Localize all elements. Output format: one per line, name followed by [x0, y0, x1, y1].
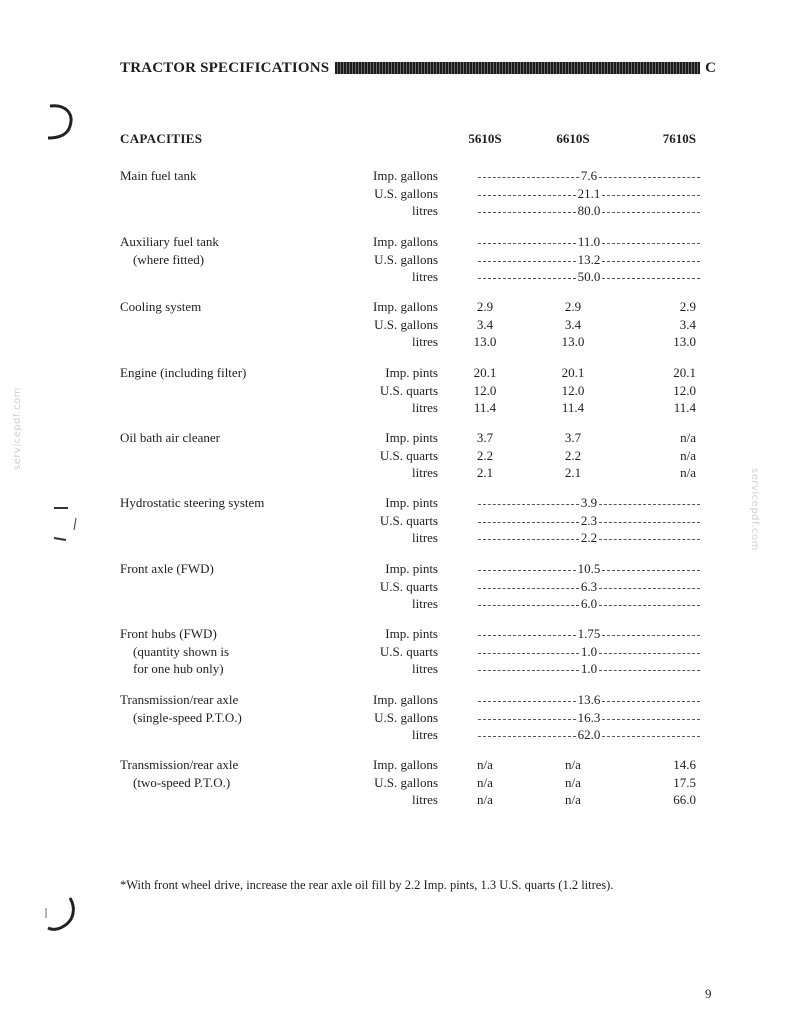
- value-cell-model-3: 20.1: [673, 365, 696, 380]
- row-label: Oil bath air cleaner: [120, 430, 220, 445]
- leader-line: [599, 605, 700, 606]
- shared-value-cell: [478, 269, 700, 285]
- table-row: [0, 596, 794, 614]
- row-unit: Imp. gallons: [373, 234, 438, 249]
- value-cell-model-2: 2.9: [564, 299, 582, 314]
- table-row: [0, 495, 794, 513]
- row-label: (single-speed P.T.O.): [133, 709, 242, 725]
- shared-value-cell: [478, 530, 700, 546]
- value-cell-model-2: 13.0: [561, 334, 585, 349]
- row-unit: litres: [412, 334, 438, 349]
- leader-line: [478, 701, 576, 702]
- shared-value-cell: [478, 579, 700, 595]
- header-rule-bar: [335, 62, 700, 74]
- row-unit: litres: [412, 727, 438, 742]
- leader-line: [478, 243, 576, 244]
- shared-value-cell: [478, 234, 700, 250]
- leader-line: [602, 261, 700, 262]
- row-unit: Imp. pints: [385, 626, 438, 641]
- shared-value: 13.2: [577, 251, 601, 267]
- row-label: (quantity shown is: [133, 643, 230, 659]
- value-cell-model-1: n/a: [477, 757, 493, 772]
- value-cell-model-1: 3.7: [476, 430, 494, 445]
- table-row: [0, 203, 794, 221]
- footnote: *With front wheel drive, increase the rear axle oil fill by 2.2 Imp. pints, 1.3 U.S. quarts (1.2 litres).: [120, 878, 614, 892]
- leader-line: [478, 588, 579, 589]
- table-row: [0, 168, 794, 186]
- leader-line: [602, 736, 700, 737]
- table-row: [0, 234, 794, 252]
- row-unit: Imp. pints: [385, 561, 438, 576]
- row-label: Cooling system: [120, 299, 202, 314]
- table-row: [0, 530, 794, 548]
- shared-value: 50.0: [577, 269, 601, 284]
- leader-line: [478, 212, 576, 213]
- table-row: [0, 757, 794, 775]
- row-unit: U.S. quarts: [379, 578, 438, 594]
- value-cell-model-3: 14.6: [673, 757, 696, 772]
- value-cell-model-2: 3.4: [564, 316, 582, 332]
- shared-value-cell: [478, 644, 700, 660]
- watermark-left: servicepdf.com: [12, 387, 23, 470]
- table-row: [0, 186, 794, 204]
- shared-value: 7.6: [580, 168, 598, 183]
- shared-value-cell: [478, 710, 700, 726]
- row-unit: litres: [412, 465, 438, 480]
- row-label: Hydrostatic steering system: [120, 495, 265, 510]
- shared-value-cell: [478, 596, 700, 612]
- shared-value: 1.75: [577, 626, 601, 641]
- shared-value: 16.3: [577, 709, 601, 725]
- table-row: [0, 317, 794, 335]
- table-row: [0, 561, 794, 579]
- row-unit: litres: [412, 530, 438, 545]
- model-header-2: 6610S: [556, 131, 590, 146]
- value-cell-model-2: 2.2: [564, 447, 582, 463]
- value-cell-model-2: n/a: [565, 757, 581, 772]
- leader-line: [602, 635, 700, 636]
- table-row: [0, 775, 794, 793]
- table-row: [0, 269, 794, 287]
- row-unit: litres: [412, 400, 438, 415]
- shared-value-cell: [478, 727, 700, 743]
- value-cell-model-1: 2.9: [476, 299, 494, 314]
- shared-value-cell: [478, 168, 700, 184]
- row-unit: Imp. gallons: [373, 299, 438, 314]
- leader-line: [478, 504, 579, 505]
- shared-value: 6.0: [580, 596, 598, 611]
- value-cell-model-1: 11.4: [473, 400, 497, 415]
- row-unit: U.S. quarts: [379, 447, 438, 463]
- row-unit: Imp. gallons: [373, 692, 438, 707]
- row-unit: Imp. gallons: [373, 168, 438, 183]
- section-title: CAPACITIES: [120, 131, 203, 146]
- table-row: [0, 710, 794, 728]
- value-cell-model-1: n/a: [477, 792, 493, 807]
- shared-value: 21.1: [577, 185, 601, 201]
- table-row: [0, 727, 794, 745]
- shared-value: 1.0: [580, 643, 598, 659]
- value-cell-model-2: n/a: [565, 792, 581, 807]
- shared-value: 80.0: [577, 203, 601, 218]
- shared-value: 1.0: [580, 661, 598, 676]
- value-cell-model-3: 66.0: [673, 792, 696, 807]
- row-label: Transmission/rear axle: [120, 692, 239, 707]
- row-label: Front axle (FWD): [120, 561, 214, 576]
- value-cell-model-1: 3.4: [476, 316, 494, 332]
- shared-value: 62.0: [577, 727, 601, 742]
- shared-value-cell: [478, 203, 700, 219]
- row-unit: U.S. quarts: [379, 382, 438, 398]
- value-cell-model-3: 17.5: [673, 774, 696, 790]
- leader-line: [478, 195, 576, 196]
- leader-line: [602, 212, 700, 213]
- table-row: [0, 644, 794, 662]
- leader-line: [478, 635, 576, 636]
- row-label: for one hub only): [133, 661, 224, 676]
- page-number: 9: [705, 986, 712, 1001]
- watermark-right: servicepdf.com: [749, 468, 760, 551]
- shared-value: 2.3: [580, 512, 598, 528]
- shared-value-cell: [478, 495, 700, 511]
- row-unit: U.S. gallons: [374, 316, 438, 332]
- leader-line: [599, 522, 700, 523]
- table-row: [0, 448, 794, 466]
- row-label: Engine (including filter): [120, 365, 247, 380]
- leader-line: [602, 278, 700, 279]
- table-row: [0, 465, 794, 483]
- leader-line: [478, 522, 579, 523]
- leader-line: [602, 195, 700, 196]
- row-unit: Imp. gallons: [373, 757, 438, 772]
- value-cell-model-3: n/a: [680, 430, 696, 445]
- table-row: [0, 400, 794, 418]
- leader-line: [602, 243, 700, 244]
- table-row: [0, 299, 794, 317]
- shared-value-cell: [478, 513, 700, 529]
- row-unit: litres: [412, 792, 438, 807]
- value-cell-model-1: 20.1: [473, 365, 497, 380]
- table-row: [0, 334, 794, 352]
- value-cell-model-3: n/a: [680, 465, 696, 480]
- row-unit: U.S. gallons: [374, 251, 438, 267]
- value-cell-model-1: 13.0: [473, 334, 497, 349]
- table-row: [0, 430, 794, 448]
- value-cell-model-2: 11.4: [561, 400, 585, 415]
- row-label: Auxiliary fuel tank: [120, 234, 219, 249]
- shared-value-cell: [478, 186, 700, 202]
- table-row: [0, 579, 794, 597]
- leader-line: [478, 539, 579, 540]
- row-label: (two-speed P.T.O.): [133, 774, 231, 790]
- leader-line: [478, 261, 576, 262]
- leader-line: [478, 570, 576, 571]
- leader-line: [599, 588, 700, 589]
- row-unit: litres: [412, 596, 438, 611]
- shared-value: 6.3: [580, 578, 598, 594]
- value-cell-model-3: 3.4: [679, 316, 696, 332]
- value-cell-model-3: n/a: [680, 447, 696, 463]
- row-label: Transmission/rear axle: [120, 757, 239, 772]
- table-row: [0, 383, 794, 401]
- shared-value-cell: [478, 252, 700, 268]
- leader-line: [599, 670, 700, 671]
- leader-line: [599, 504, 700, 505]
- value-cell-model-1: 2.1: [476, 465, 494, 480]
- model-header-3: 7610S: [662, 131, 696, 146]
- leader-line: [602, 719, 700, 720]
- value-cell-model-3: 11.4: [673, 400, 696, 415]
- shared-value: 3.9: [580, 495, 598, 510]
- leader-line: [599, 177, 700, 178]
- value-cell-model-2: 12.0: [561, 382, 585, 398]
- value-cell-model-3: 13.0: [673, 334, 696, 349]
- value-cell-model-2: 3.7: [564, 430, 582, 445]
- row-unit: Imp. pints: [385, 365, 438, 380]
- shared-value-cell: [478, 692, 700, 708]
- leader-line: [602, 570, 700, 571]
- shared-value-cell: [478, 661, 700, 677]
- table-row: [0, 792, 794, 810]
- table-row: [0, 252, 794, 270]
- value-cell-model-2: 2.1: [564, 465, 582, 480]
- shared-value: 11.0: [577, 234, 601, 249]
- value-cell-model-1: 12.0: [473, 382, 497, 398]
- page-header: [120, 58, 716, 78]
- table-row: [0, 513, 794, 531]
- row-unit: Imp. pints: [385, 495, 438, 510]
- row-unit: U.S. quarts: [379, 512, 438, 528]
- value-cell-model-2: n/a: [565, 774, 581, 790]
- row-unit: Imp. pints: [385, 430, 438, 445]
- row-label: Front hubs (FWD): [120, 626, 217, 641]
- table-row: [0, 661, 794, 679]
- shared-value: 10.5: [577, 561, 601, 576]
- leader-line: [599, 539, 700, 540]
- header-title: TRACTOR SPECIFICATIONS: [120, 59, 330, 76]
- model-header-1: 5610S: [468, 131, 502, 146]
- row-label: (where fitted): [133, 251, 205, 267]
- row-unit: U.S. gallons: [374, 709, 438, 725]
- value-cell-model-3: 12.0: [673, 382, 696, 398]
- leader-line: [478, 653, 579, 654]
- leader-line: [478, 278, 576, 279]
- shared-value-cell: [478, 561, 700, 577]
- shared-value-cell: [478, 626, 700, 642]
- leader-line: [478, 605, 579, 606]
- row-unit: U.S. gallons: [374, 774, 438, 790]
- leader-line: [478, 736, 576, 737]
- shared-value: 2.2: [580, 530, 598, 545]
- table-row: [0, 365, 794, 383]
- shared-value: 13.6: [577, 692, 601, 707]
- row-unit: litres: [412, 203, 438, 218]
- row-unit: litres: [412, 269, 438, 284]
- leader-line: [599, 653, 700, 654]
- value-cell-model-1: n/a: [477, 774, 493, 790]
- row-unit: U.S. gallons: [374, 185, 438, 201]
- leader-line: [478, 177, 579, 178]
- row-unit: U.S. quarts: [379, 643, 438, 659]
- binder-hole-top: [40, 100, 80, 142]
- table-row: [0, 692, 794, 710]
- leader-line: [602, 701, 700, 702]
- leader-line: [478, 719, 576, 720]
- binder-hole-bottom: [40, 892, 84, 936]
- row-label: Main fuel tank: [120, 168, 197, 183]
- section-letter: C: [705, 59, 716, 76]
- table-row: [0, 626, 794, 644]
- value-cell-model-1: 2.2: [476, 447, 494, 463]
- value-cell-model-2: 20.1: [561, 365, 585, 380]
- leader-line: [478, 670, 579, 671]
- row-unit: litres: [412, 661, 438, 676]
- value-cell-model-3: 2.9: [679, 299, 696, 314]
